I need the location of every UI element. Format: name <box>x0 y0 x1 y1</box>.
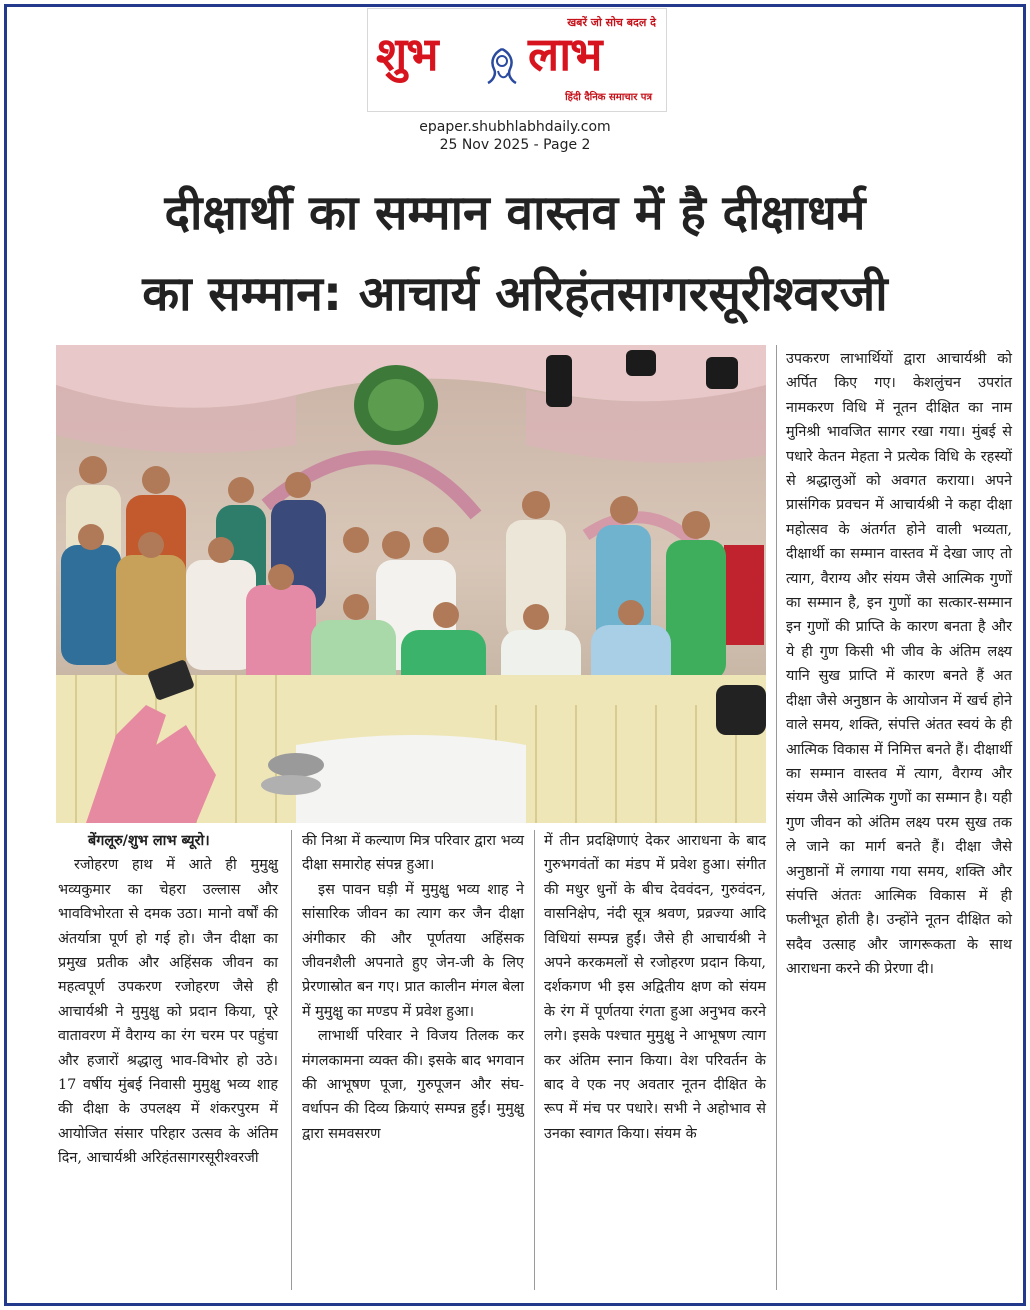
column-rule <box>776 345 777 1290</box>
column-rule <box>534 830 535 1290</box>
headline-line-1: दीक्षार्थी का सम्मान वास्तव में है दीक्षाधर्म <box>164 185 866 241</box>
paragraph: उपकरण लाभार्थियों द्वारा आचार्यश्री को अर्पित किए गए। केशलुंचन उपरांत नामकरण विधि में नूतन दीक्षित का नाम मुनिश्री भावजित सागर रखा गया। मुंबई से पधारे केतन मेहता ने प्रत्येक विधि के रहस्यों से श्रद्धालुओं को अवगत कराया। अपने प्रासंगिक प्रवचन में आचार्यश्री ने कहा दीक्षा महोत्सव के अंतर्गत होने वाली भव्यता, दीक्षार्थी का सम्मान वास्तव में देखा जाए तो त्याग, वैराग्य और संयम जैसे आत्मिक गुणों का सम्मान है, इन गुणों का सत्कार-सम्मान इन गुणों की प्राप्ति के कारण बनता है और ये ही गुण किसी भी जीव के अंतिम लक्ष्य यानि सुख प्राप्ति में कारण बनते हैं अत दीक्षा जैसे अनुष्ठान के आयोजन में खर्च होने वाले समय, शक्ति, संपत्ति अंतत स्वयं के ही आत्मिक विकास में निमित्त बनते हैं। दीक्षार्थी का सम्मान वास्तव में त्याग, वैराग्य और संयम जैसे आत्मिक गुणों का सम्मान है। यही गुण जीवन को अंतिम लक्ष्य परम सुख तक ले जाने का मार्ग बनते हैं। दीक्षा जैसे अनुष्ठानों में लगाया गया समय, शक्ति और संपत्ति अंततः आत्मिक विकास में ही फलीभूत होती है। उन्होंने नूतन दीक्षित को सदैव उत्साह और जागरूकता के साथ आराधना करने की प्रेरणा दी। <box>786 351 1012 978</box>
ganesha-logo-icon <box>480 45 524 89</box>
logo-word-left: शुभ <box>376 27 438 81</box>
column-rule <box>291 830 292 1290</box>
paragraph: में तीन प्रदक्षिणाएं देकर आराधना के बाद गुरुभगवंतों का मंडप में प्रवेश हुआ। संगीत की मधुर धुनों के बीच देववंदन, गुरुवंदन, वासनिक्षेप, नंदी सूत्र श्रवण, प्रव्रज्या आदि विधियां सम्पन्न हुईं। जैसे ही आचार्यश्री ने अपने करकमलों से रजोहरण प्रदान किया, दर्शकगण भी इस अद्वितीय क्षण को संयम के रंग में पूर्णतया रंगता हुआ अनुभव करने लगे। इसके पश्चात मुमुक्षु ने आभूषण त्याग कर अंतिम स्नान किया। वेश परिवर्तन के बाद वे एक नए अवतार नूतन दीक्षित के रूप में मंच पर पधारे। सभी ने अहोभाव से उनका स्वागत किया। संयम के <box>544 833 766 1142</box>
paragraph: रजोहरण हाथ में आते ही मुमुक्षु भव्यकुमार का चेहरा उल्लास और भावविभोरता से दमक उठा। मानो वर्षों की अंतर्यात्रा पूर्ण हो गई हो। जैन दीक्षा का प्रमुख प्रतीक और अहिंसक जीवन का महत्वपूर्ण उपकरण रजोहरण जैसे ही आचार्यश्री ने मुमुक्षु को प्रदान किया, पूरे वातावरण में वैराग्य का रंग चरम पर पहुंचा और हजारों श्रद्धालु भाव-विभोर हो उठे। 17 वर्षीय मुंबई निवासी मुमुक्षु भव्य शाह की दीक्षा के उपलक्ष्य में शंकरपुरम में आयोजित संसार परिहार उत्सव के अंतिम दिन, आचार्यश्री अरिहंतसागरसूरीश्वरजी <box>58 857 278 1167</box>
masthead-tagline: खबरें जो सोच बदल दे <box>567 16 656 29</box>
article-photo <box>56 345 766 823</box>
date-page-label: 25 Nov 2025 - Page 2 <box>439 137 591 153</box>
article-column-2 <box>302 829 524 1146</box>
masthead-logo[interactable] <box>367 8 667 112</box>
article-column-4 <box>786 347 1012 982</box>
paragraph: लाभार्थी परिवार ने विजय तिलक कर मंगलकामना व्यक्त की। इसके बाद भगवान की आभूषण पूजा, गुरुपूजन और संघ-वर्धापन की दिव्य क्रियाएं सम्पन्न हुईं। मुमुक्षु द्वारा समवसरण <box>302 1028 524 1142</box>
article-column-1 <box>58 829 278 1171</box>
paragraph: इस पावन घड़ी में मुमुक्षु भव्य शाह ने सांसारिक जीवन का त्याग कर जैन दीक्षा अंगीकार की और पूर्णतया अहिंसक जीवनशैली अपनाते हुए जेन-जी के लिए प्रेरणास्रोत बन गए। प्रात कालीन मंगल बेला में मुमुक्षु का मण्डप में प्रवेश हुआ। <box>302 881 524 1020</box>
byline: बेंगलूरु/शुभ लाभ ब्यूरो। <box>88 832 210 849</box>
paragraph: की निश्रा में कल्याण मित्र परिवार द्वारा भव्य दीक्षा समारोह संपन्न हुआ। <box>302 833 524 874</box>
headline-line-2: का सम्मान: आचार्य अरिहंतसागरसूरीश्वरजी <box>142 266 888 322</box>
masthead-subtitle: हिंदी दैनिक समाचार पत्र <box>565 92 652 103</box>
logo-word-right: लाभ <box>528 27 602 81</box>
article-column-3 <box>544 829 766 1146</box>
epaper-url[interactable]: epaper.shubhlabhdaily.com <box>419 119 611 135</box>
